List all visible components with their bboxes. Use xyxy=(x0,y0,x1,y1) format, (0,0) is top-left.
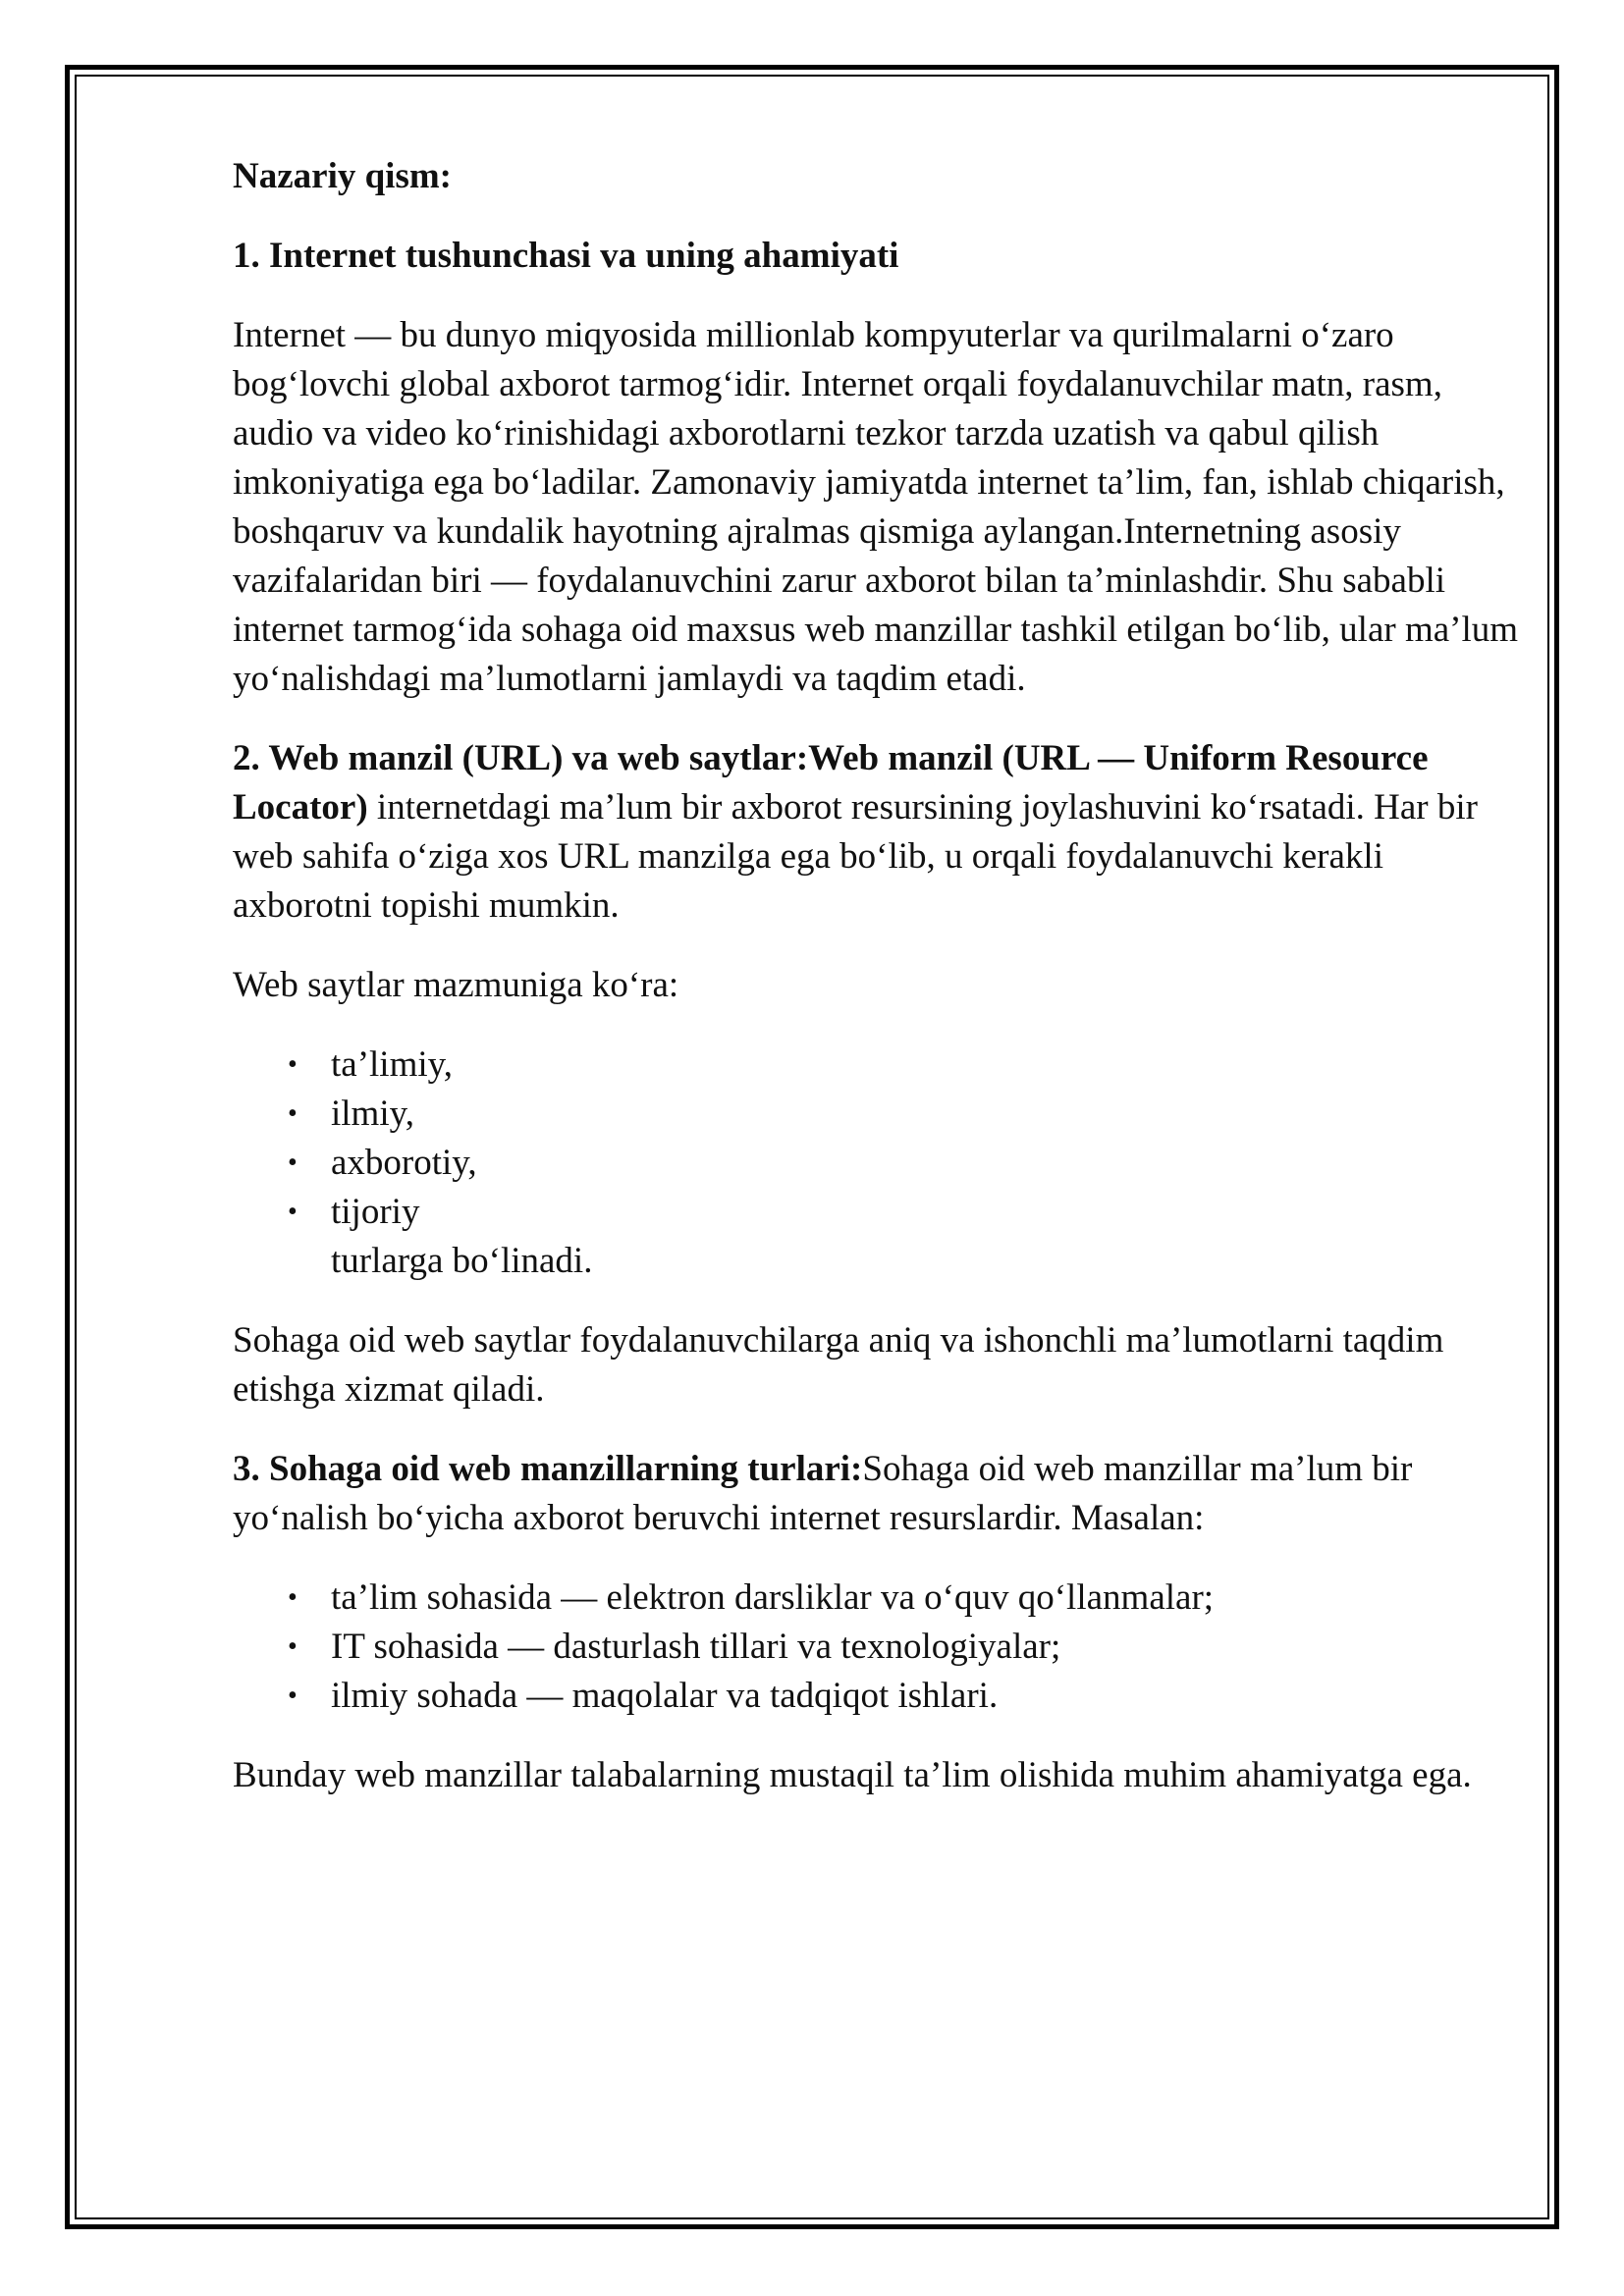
list-item xyxy=(233,1574,1529,1623)
section2-list-intro: Web saytlar mazmuniga ko‘ra: xyxy=(233,965,679,1005)
list-item xyxy=(233,1139,1529,1188)
section3-closing: Bunday web manzillar talabalarning mustaqil ta’lim olishida muhim ahamiyatga ega. xyxy=(233,1755,1472,1795)
list-item xyxy=(233,1623,1529,1672)
list-item-text: ilmiy sohada — maqolalar va tadqiqot ishlari. xyxy=(331,1676,999,1716)
list-item xyxy=(233,1090,1529,1139)
list-item-text: ilmiy, xyxy=(331,1094,414,1134)
section2-body: internetdagi ma’lum bir axborot resursining joylashuvini ko‘rsatadi. Har bir web sahifa o‘ziga xos URL manzilga ega bo‘lib, u orqali foydalanuvchi kerakli axborotni topishi mumkin. xyxy=(233,787,1478,926)
bullet-icon: • xyxy=(288,1197,298,1227)
bullet-icon: • xyxy=(288,1049,298,1080)
section1-title: 1. Internet tushunchasi va uning ahamiyati xyxy=(233,236,899,276)
list-item-text: axborotiy, xyxy=(331,1143,477,1183)
bullet-icon: • xyxy=(288,1582,298,1613)
bullet-icon: • xyxy=(288,1148,298,1178)
section1-body: Internet — bu dunyo miqyosida millionlab kompyuterlar va qurilmalarni o‘zaro bog‘lovchi global axborot tarmog‘idir. Internet orqali foydalanuvchilar matn, rasm, audio va video ko‘rinishidagi axborotlarni tezkor tarzda uzatish va qabul qilish imkoniyatiga ega bo‘ladilar. Zamonaviy jamiyatda internet ta’lim, fan, ishlab chiqarish, boshqaruv va kundalik hayotning ajralmas qismiga aylangan.Internetning asosiy vazifalaridan biri — foydalanuvchini zarur axborot bilan ta’minlashdir. Shu sababli internet tarmog‘ida sohaga oid maxsus web manzillar tashkil etilgan bo‘lib, ular ma’lum yo‘nalishdagi ma’lumotlarni jamlaydi va taqdim etadi. xyxy=(233,315,1519,699)
list-outro xyxy=(233,1237,1529,1286)
list-item-text: IT sohasida — dasturlash tillari va texnologiyalar; xyxy=(331,1627,1061,1667)
site-types-list xyxy=(233,1041,1529,1286)
list-item-text: ta’limiy, xyxy=(331,1044,453,1085)
page-heading: Nazariy qism: xyxy=(233,156,452,196)
section2-closing: Sohaga oid web saytlar foydalanuvchilarga aniq va ishonchli ma’lumotlarni taqdim etishga xizmat qiladi. xyxy=(233,1320,1444,1410)
section2-paragraph xyxy=(233,734,1529,931)
document-body xyxy=(233,152,1529,1831)
section2-title: 2. Web manzil (URL) va web saytlar: xyxy=(233,738,809,778)
section3-body: Sohaga oid web manzillar ma’lum bir yo‘nalish bo‘yicha axborot beruvchi internet resurslardir. Masalan: xyxy=(233,1449,1413,1538)
list-item xyxy=(233,1041,1529,1090)
list-item-text: ta’lim sohasida — elektron darsliklar va o‘quv qo‘llanmalar; xyxy=(331,1577,1215,1618)
list-item xyxy=(233,1188,1529,1237)
list-item-text: tijoriy xyxy=(331,1192,420,1232)
field-examples-list xyxy=(233,1574,1529,1721)
bullet-icon: • xyxy=(288,1681,298,1711)
list-item xyxy=(233,1672,1529,1721)
bullet-icon: • xyxy=(288,1631,298,1662)
bullet-icon: • xyxy=(288,1098,298,1129)
list-outro-text: turlarga bo‘linadi. xyxy=(331,1241,593,1281)
section3-title: 3. Sohaga oid web manzillarning turlari: xyxy=(233,1449,863,1489)
section3-paragraph xyxy=(233,1445,1529,1543)
section2-url-term: Web manzil (URL — Uniform Resource Locator) xyxy=(233,738,1429,828)
